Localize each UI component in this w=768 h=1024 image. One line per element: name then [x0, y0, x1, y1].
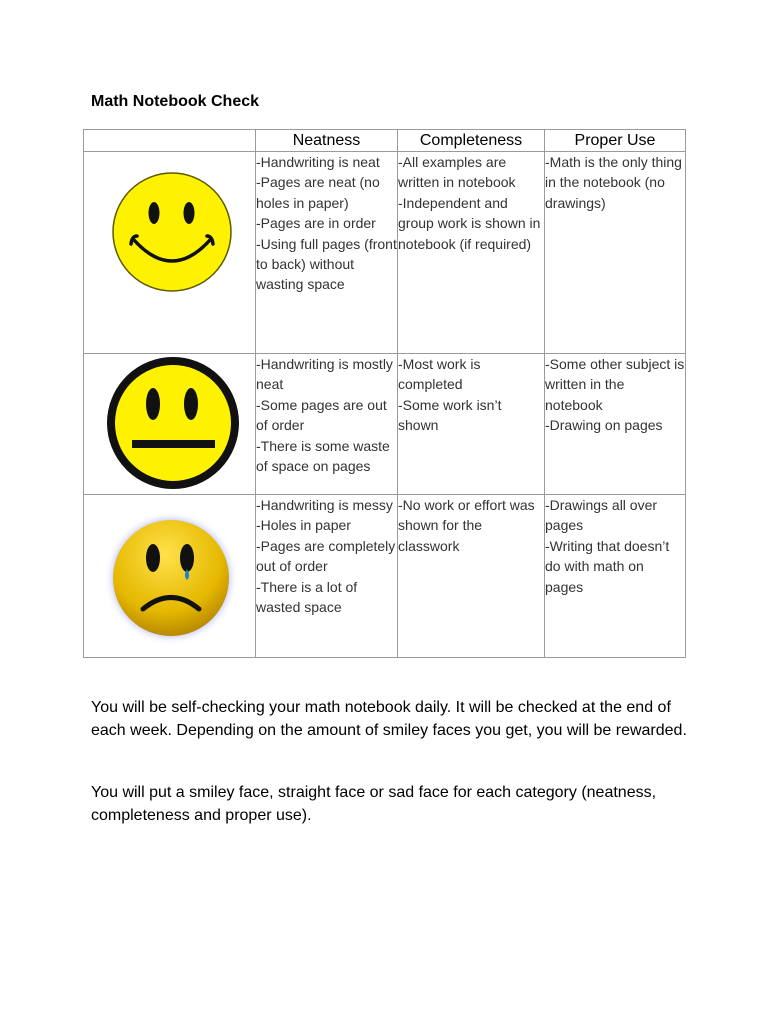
- header-completeness: Completeness: [398, 130, 545, 152]
- criterion-text: -Pages are neat (no holes in paper): [256, 174, 380, 211]
- face-cell: [84, 354, 256, 495]
- neatness-cell: [256, 354, 398, 495]
- header-neatness: Neatness: [256, 130, 398, 152]
- header-proper-use: Proper Use: [545, 130, 686, 152]
- criterion-text: -No work or effort was shown for the classwork: [398, 497, 535, 554]
- face-cell: [84, 495, 256, 658]
- criterion-text: -Some work isn’t shown: [398, 396, 502, 434]
- header-face-column: [84, 130, 256, 152]
- criterion-text: -Using full pages (front to back) without wasting space: [256, 235, 397, 293]
- criterion-text: -Independent and group work is shown in notebook (if required): [398, 194, 541, 252]
- criterion-text: -There is some waste of space on pages: [256, 437, 390, 475]
- rubric-table: [83, 129, 686, 658]
- criterion-text: -Some pages are out of order: [256, 396, 387, 434]
- proper-use-cell: [545, 354, 686, 495]
- neatness-cell: [256, 495, 398, 658]
- neutral-face-icon: [106, 356, 240, 490]
- completeness-cell: [398, 354, 545, 495]
- criterion-text: -Handwriting is messy: [256, 497, 393, 513]
- table-row-happy: [84, 152, 686, 354]
- criterion-text: -All examples are written in notebook: [398, 154, 516, 191]
- document-title: Math Notebook Check: [91, 93, 260, 110]
- criterion-text: -Handwriting is neat: [256, 154, 380, 170]
- criterion-text: -Writing that doesn’t do with math on pages: [545, 537, 670, 595]
- criterion-text: -Pages are completely out of order: [256, 537, 396, 575]
- criterion-text: -Drawings all over pages: [545, 497, 658, 534]
- proper-use-cell: [545, 495, 686, 658]
- sad-face-icon: [103, 510, 239, 646]
- table-row-neutral: [84, 354, 686, 495]
- criterion-text: -Math is the only thing in the notebook (no drawings): [545, 154, 682, 211]
- table-row-sad: [84, 495, 686, 658]
- criterion-text: -Some other subject is written in the notebook: [545, 356, 685, 413]
- happy-face-icon: [110, 170, 234, 294]
- completeness-cell: [398, 495, 545, 658]
- criterion-text: -Drawing on pages: [545, 417, 663, 434]
- criterion-text: -Most work is completed: [398, 356, 481, 393]
- criterion-text: -There is a lot of wasted space: [256, 578, 358, 616]
- instructions-paragraph-2: You will put a smiley face, straight face or sad face for each category (neatness, completeness and proper use).: [91, 784, 657, 824]
- criterion-text: -Handwriting is mostly neat: [256, 356, 393, 393]
- criterion-text: -Holes in paper: [256, 517, 351, 534]
- proper-use-cell: [545, 152, 686, 354]
- instructions-paragraph-1: You will be self-checking your math notebook daily. It will be checked at the end of each week. Depending on the amount of smiley faces you get, you will be rewarded.: [91, 699, 687, 739]
- completeness-cell: [398, 152, 545, 354]
- criterion-text: -Pages are in order: [256, 215, 376, 232]
- table-header-row: [84, 130, 686, 152]
- face-cell: [84, 152, 256, 354]
- neatness-cell: [256, 152, 398, 354]
